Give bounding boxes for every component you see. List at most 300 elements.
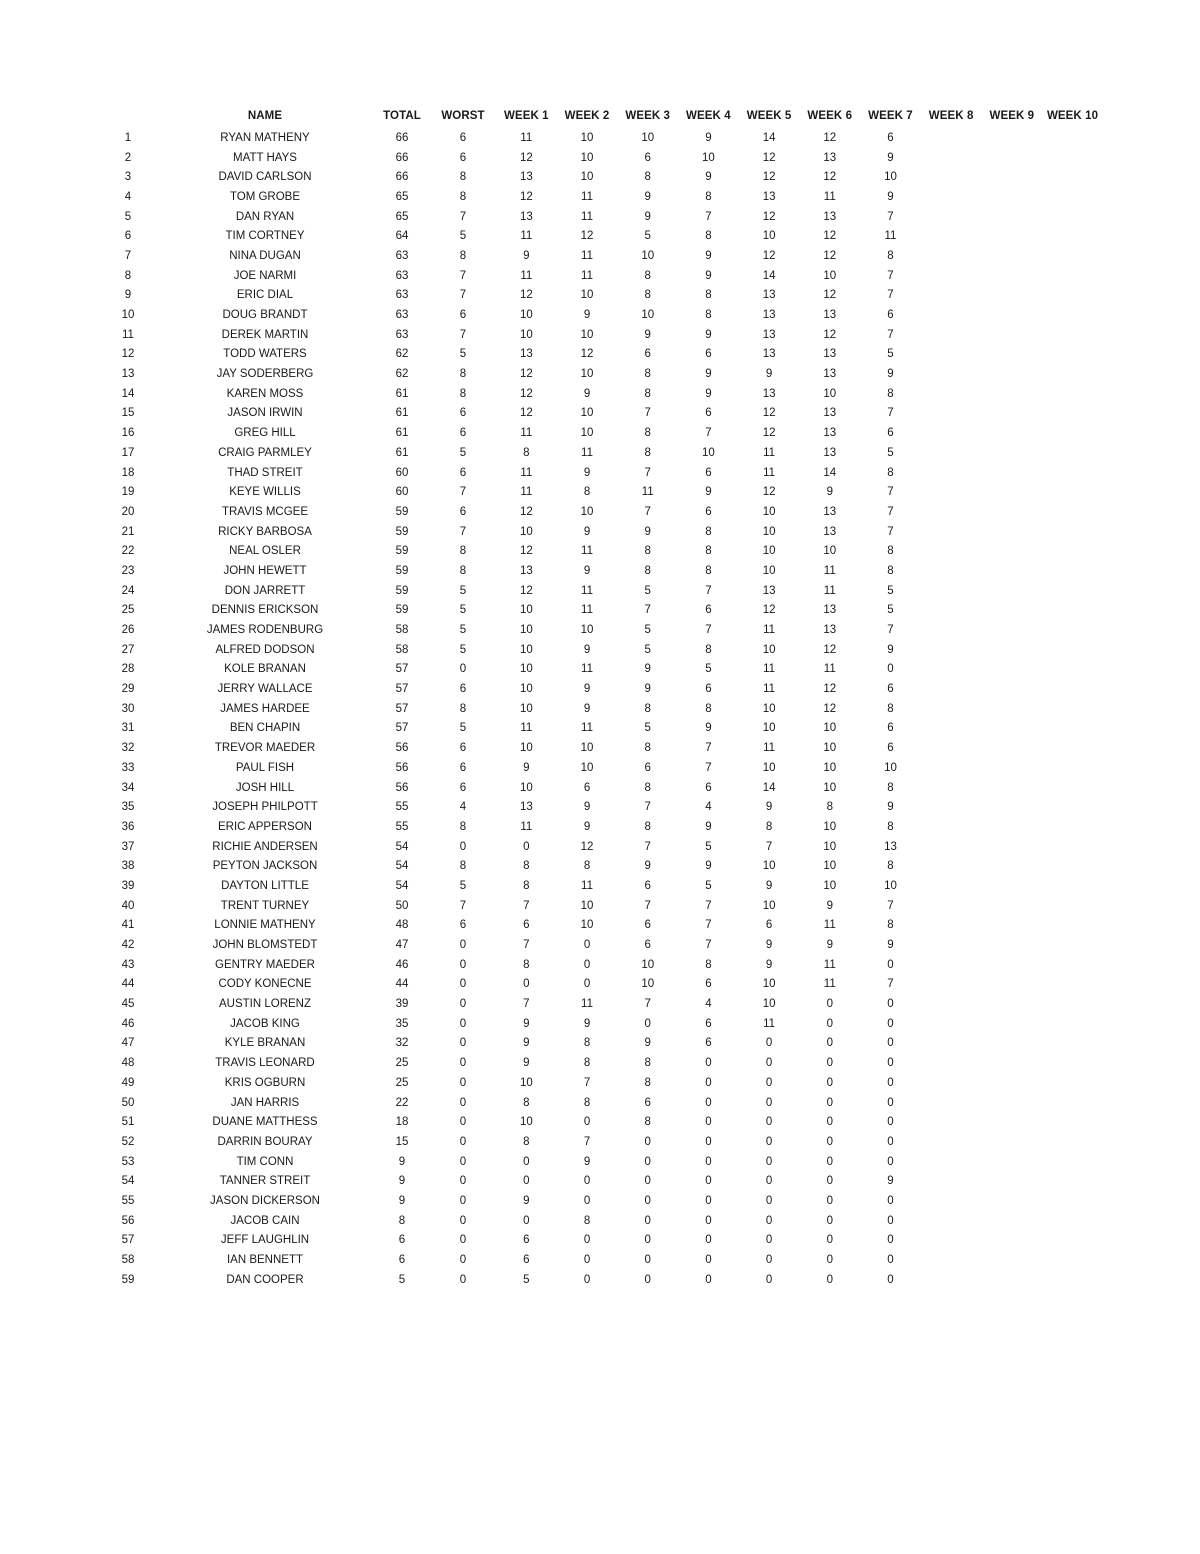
- worst-cell: 0: [459, 998, 467, 1011]
- week-9-cell: [982, 541, 1043, 561]
- week-4-cell: 9: [705, 131, 712, 144]
- name-cell: JOHN HEWETT: [223, 564, 307, 577]
- week-7-cell: 6: [887, 722, 894, 735]
- week-8-cell: [921, 1152, 982, 1172]
- worst-cell: 8: [459, 564, 467, 577]
- week-1-cell: 7: [523, 939, 530, 952]
- week-7-cell: 8: [887, 820, 894, 833]
- week-6-cell: 14: [823, 466, 837, 479]
- week-4-cell: 6: [705, 348, 712, 361]
- week-2-cell: 9: [583, 702, 591, 715]
- rank-cell: 10: [121, 309, 135, 322]
- total-cell: 57: [395, 702, 409, 715]
- week-2-cell: 10: [580, 131, 594, 144]
- table-row: [100, 581, 1103, 601]
- week-7-cell: 0: [887, 1057, 894, 1070]
- week-1-cell: 7: [523, 899, 530, 912]
- week-2-cell: 10: [580, 151, 594, 164]
- week-2-cell: 10: [580, 368, 594, 381]
- week-3-cell: 7: [644, 466, 651, 479]
- week-7-cell: 11: [884, 230, 897, 243]
- week-5-cell: 0: [765, 1135, 773, 1148]
- week-4-cell: 0: [705, 1194, 712, 1207]
- week-1-cell: 11: [520, 427, 533, 440]
- week-9-cell: [982, 187, 1043, 207]
- rank-cell: 1: [124, 131, 132, 144]
- week-7-cell: 0: [887, 1234, 894, 1247]
- table-row: [100, 1093, 1103, 1113]
- week-2-cell: 0: [583, 1234, 591, 1247]
- name-cell: NEAL OSLER: [229, 545, 301, 558]
- worst-cell: 8: [459, 820, 467, 833]
- worst-cell: 8: [459, 860, 467, 873]
- week-10-cell: [1042, 167, 1103, 187]
- week-9-cell: [982, 1231, 1043, 1251]
- total-cell: 56: [395, 761, 409, 774]
- week-10-cell: [1042, 1034, 1103, 1054]
- week-9-cell: [982, 305, 1043, 325]
- week-3-cell: 0: [644, 1017, 651, 1030]
- week-1-cell: 10: [519, 309, 533, 322]
- week-5-cell: 0: [765, 1037, 773, 1050]
- name-cell: BEN CHAPIN: [229, 722, 301, 735]
- week-2-cell: 0: [583, 1194, 591, 1207]
- header-week-2: WEEK 2: [564, 110, 610, 122]
- total-cell: 6: [398, 1234, 406, 1247]
- week-2-cell: 11: [581, 190, 593, 203]
- week-5-cell: 10: [762, 564, 776, 577]
- week-6-cell: 0: [826, 1175, 833, 1188]
- week-6-cell: 0: [826, 1194, 833, 1207]
- week-10-cell: [1042, 364, 1103, 384]
- week-8-cell: [921, 817, 982, 837]
- week-10-cell: [1042, 1231, 1103, 1251]
- name-cell: KYLE BRANAN: [224, 1037, 306, 1050]
- name-cell: IAN BENNETT: [226, 1254, 304, 1267]
- week-5-cell: 10: [762, 761, 776, 774]
- worst-cell: 7: [459, 525, 467, 538]
- week-3-cell: 5: [644, 230, 651, 243]
- week-10-cell: [1042, 305, 1103, 325]
- total-cell: 5: [398, 1273, 406, 1286]
- week-6-cell: 10: [823, 269, 837, 282]
- week-4-cell: 6: [705, 604, 712, 617]
- week-9-cell: [982, 423, 1043, 443]
- table-row: [100, 1132, 1103, 1152]
- week-9-cell: [982, 561, 1043, 581]
- week-6-cell: 13: [823, 151, 837, 164]
- week-7-cell: 0: [887, 1254, 894, 1267]
- week-7-cell: 0: [887, 1194, 894, 1207]
- week-5-cell: 11: [763, 1017, 776, 1030]
- week-2-cell: 11: [581, 446, 593, 459]
- week-9-cell: [982, 404, 1043, 424]
- worst-cell: 7: [459, 486, 467, 499]
- week-5-cell: 12: [762, 604, 776, 617]
- week-4-cell: 9: [705, 368, 712, 381]
- table-row: [100, 305, 1103, 325]
- name-cell: PAUL FISH: [235, 761, 295, 774]
- week-4-cell: 5: [705, 879, 712, 892]
- name-cell: JACOB KING: [230, 1017, 300, 1030]
- week-3-cell: 5: [644, 584, 651, 597]
- week-5-cell: 10: [762, 998, 776, 1011]
- week-7-cell: 0: [887, 1273, 894, 1286]
- rank-cell: 3: [124, 171, 132, 184]
- rank-cell: 19: [121, 486, 135, 499]
- week-4-cell: 9: [705, 722, 712, 735]
- week-7-cell: 10: [884, 761, 897, 774]
- table-row: [100, 207, 1103, 227]
- week-10-cell: [1042, 994, 1103, 1014]
- week-1-cell: 11: [520, 820, 533, 833]
- week-3-cell: 6: [644, 348, 651, 361]
- week-4-cell: 0: [705, 1214, 712, 1227]
- week-3-cell: 9: [644, 1037, 651, 1050]
- table-row: [100, 226, 1103, 246]
- table-row: [100, 167, 1103, 187]
- table-row: [100, 1014, 1103, 1034]
- week-3-cell: 0: [644, 1214, 651, 1227]
- week-5-cell: 10: [762, 230, 776, 243]
- week-7-cell: 9: [887, 801, 894, 814]
- worst-cell: 8: [459, 190, 467, 203]
- rank-cell: 22: [121, 545, 135, 558]
- week-9-cell: [982, 994, 1043, 1014]
- week-7-cell: 6: [887, 131, 894, 144]
- week-7-cell: 7: [887, 328, 894, 341]
- name-cell: RYAN MATHENY: [220, 131, 310, 144]
- week-4-cell: 9: [705, 328, 712, 341]
- week-8-cell: [921, 797, 982, 817]
- name-cell: JAY SODERBERG: [216, 368, 314, 381]
- week-6-cell: 11: [823, 919, 836, 932]
- total-cell: 15: [395, 1135, 409, 1148]
- week-1-cell: 12: [519, 387, 533, 400]
- table-body: [100, 128, 1103, 1290]
- rank-cell: 7: [124, 249, 132, 262]
- worst-cell: 0: [459, 958, 467, 971]
- week-4-cell: 4: [705, 801, 712, 814]
- total-cell: 61: [395, 407, 409, 420]
- week-10-cell: [1042, 423, 1103, 443]
- worst-cell: 7: [459, 899, 467, 912]
- week-10-cell: [1042, 620, 1103, 640]
- week-6-cell: 12: [823, 702, 837, 715]
- week-5-cell: 13: [762, 190, 776, 203]
- total-cell: 44: [395, 978, 409, 991]
- rank-cell: 56: [121, 1214, 135, 1227]
- table-row: [100, 404, 1103, 424]
- week-3-cell: 7: [644, 505, 651, 518]
- week-6-cell: 0: [826, 1155, 833, 1168]
- week-7-cell: 8: [887, 781, 894, 794]
- week-10-cell: [1042, 837, 1103, 857]
- table-row: [100, 128, 1103, 148]
- week-6-cell: 10: [823, 387, 837, 400]
- week-3-cell: 8: [644, 820, 651, 833]
- table-row: [100, 325, 1103, 345]
- total-cell: 18: [395, 1116, 409, 1129]
- name-cell: NINA DUGAN: [229, 249, 301, 262]
- name-cell: LONNIE MATHENY: [214, 919, 316, 932]
- week-9-cell: [982, 738, 1043, 758]
- week-9-cell: [982, 955, 1043, 975]
- worst-cell: 6: [459, 407, 467, 420]
- total-cell: 9: [398, 1194, 406, 1207]
- week-7-cell: 8: [887, 919, 894, 932]
- week-9-cell: [982, 1093, 1043, 1113]
- week-4-cell: 0: [705, 1254, 712, 1267]
- week-8-cell: [921, 620, 982, 640]
- total-cell: 57: [395, 722, 409, 735]
- week-5-cell: 12: [762, 171, 776, 184]
- table-row: [100, 699, 1103, 719]
- total-cell: 9: [398, 1175, 406, 1188]
- week-3-cell: 9: [644, 525, 651, 538]
- worst-cell: 0: [459, 1273, 467, 1286]
- worst-cell: 0: [459, 978, 467, 991]
- week-8-cell: [921, 266, 982, 286]
- week-4-cell: 8: [705, 958, 712, 971]
- week-1-cell: 0: [523, 978, 530, 991]
- week-3-cell: 7: [644, 801, 651, 814]
- worst-cell: 0: [459, 1254, 467, 1267]
- week-2-cell: 0: [583, 1273, 591, 1286]
- week-2-cell: 9: [583, 643, 591, 656]
- week-2-cell: 0: [583, 958, 591, 971]
- week-1-cell: 10: [519, 781, 533, 794]
- week-3-cell: 7: [644, 899, 651, 912]
- total-cell: 64: [395, 230, 409, 243]
- worst-cell: 0: [459, 1175, 467, 1188]
- week-6-cell: 0: [826, 1037, 833, 1050]
- total-cell: 66: [395, 131, 409, 144]
- rank-cell: 45: [121, 998, 135, 1011]
- week-5-cell: 0: [765, 1214, 773, 1227]
- rank-cell: 26: [121, 624, 135, 637]
- week-9-cell: [982, 817, 1043, 837]
- name-cell: TRAVIS MCGEE: [221, 505, 309, 518]
- week-6-cell: 12: [823, 249, 837, 262]
- week-10-cell: [1042, 207, 1103, 227]
- rank-cell: 49: [121, 1076, 135, 1089]
- total-cell: 61: [395, 427, 409, 440]
- worst-cell: 5: [459, 722, 467, 735]
- week-6-cell: 11: [823, 564, 836, 577]
- week-6-cell: 0: [826, 1096, 833, 1109]
- week-7-cell: 9: [887, 1175, 894, 1188]
- week-5-cell: 13: [762, 387, 776, 400]
- week-4-cell: 8: [705, 309, 712, 322]
- rank-cell: 25: [121, 604, 135, 617]
- week-5-cell: 11: [763, 683, 776, 696]
- week-6-cell: 0: [826, 1076, 833, 1089]
- week-3-cell: 8: [644, 387, 651, 400]
- table-row: [100, 896, 1103, 916]
- week-5-cell: 12: [762, 427, 776, 440]
- week-5-cell: 14: [762, 131, 776, 144]
- total-cell: 66: [395, 151, 409, 164]
- table-row: [100, 266, 1103, 286]
- week-7-cell: 0: [887, 1076, 894, 1089]
- week-8-cell: [921, 896, 982, 916]
- week-5-cell: 13: [762, 584, 776, 597]
- week-6-cell: 0: [826, 1057, 833, 1070]
- week-5-cell: 13: [762, 328, 776, 341]
- week-2-cell: 11: [581, 545, 593, 558]
- week-10-cell: [1042, 1132, 1103, 1152]
- week-3-cell: 8: [644, 564, 651, 577]
- worst-cell: 6: [459, 151, 467, 164]
- total-cell: 58: [395, 643, 409, 656]
- week-3-cell: 0: [644, 1234, 651, 1247]
- week-3-cell: 8: [644, 446, 651, 459]
- week-6-cell: 10: [823, 722, 837, 735]
- week-4-cell: 6: [705, 466, 712, 479]
- week-1-cell: 13: [519, 171, 533, 184]
- worst-cell: 6: [459, 761, 467, 774]
- week-7-cell: 7: [887, 486, 894, 499]
- total-cell: 9: [398, 1155, 406, 1168]
- rank-cell: 58: [121, 1254, 135, 1267]
- total-cell: 54: [395, 879, 409, 892]
- table-row: [100, 1211, 1103, 1231]
- header-week-1: WEEK 1: [503, 110, 549, 122]
- name-cell: DEREK MARTIN: [221, 328, 309, 341]
- table-row: [100, 975, 1103, 995]
- week-9-cell: [982, 896, 1043, 916]
- week-4-cell: 9: [705, 486, 712, 499]
- table-row: [100, 1171, 1103, 1191]
- week-2-cell: 10: [580, 407, 594, 420]
- week-6-cell: 13: [823, 309, 837, 322]
- week-8-cell: [921, 305, 982, 325]
- name-cell: GENTRY MAEDER: [215, 958, 315, 971]
- week-8-cell: [921, 1191, 982, 1211]
- week-8-cell: [921, 1211, 982, 1231]
- worst-cell: 0: [459, 939, 467, 952]
- week-4-cell: 8: [705, 525, 712, 538]
- table-row: [100, 1250, 1103, 1270]
- week-8-cell: [921, 660, 982, 680]
- week-2-cell: 12: [580, 348, 594, 361]
- week-6-cell: 0: [826, 1234, 833, 1247]
- week-10-cell: [1042, 640, 1103, 660]
- week-7-cell: 9: [887, 939, 894, 952]
- rank-cell: 35: [121, 801, 135, 814]
- week-10-cell: [1042, 345, 1103, 365]
- total-cell: 35: [395, 1017, 409, 1030]
- header-worst: WORST: [441, 110, 485, 122]
- week-1-cell: 12: [519, 289, 533, 302]
- week-6-cell: 10: [823, 820, 837, 833]
- week-10-cell: [1042, 226, 1103, 246]
- week-9-cell: [982, 876, 1043, 896]
- week-4-cell: 0: [705, 1175, 712, 1188]
- week-10-cell: [1042, 1073, 1103, 1093]
- table-row: [100, 522, 1103, 542]
- week-4-cell: 5: [705, 840, 712, 853]
- week-2-cell: 9: [583, 683, 591, 696]
- week-3-cell: 9: [644, 860, 651, 873]
- week-8-cell: [921, 955, 982, 975]
- week-1-cell: 10: [519, 702, 533, 715]
- week-3-cell: 0: [644, 1135, 651, 1148]
- table-row: [100, 1034, 1103, 1054]
- table-row: [100, 856, 1103, 876]
- week-8-cell: [921, 443, 982, 463]
- rank-cell: 39: [121, 879, 135, 892]
- name-cell: CODY KONECNE: [218, 978, 312, 991]
- name-cell: JAMES RODENBURG: [206, 624, 324, 637]
- week-2-cell: 8: [583, 1037, 591, 1050]
- table-row: [100, 384, 1103, 404]
- total-cell: 59: [395, 525, 409, 538]
- header-week-5: WEEK 5: [746, 110, 792, 122]
- week-4-cell: 8: [705, 289, 712, 302]
- week-3-cell: 6: [644, 761, 651, 774]
- week-9-cell: [982, 797, 1043, 817]
- week-1-cell: 8: [523, 860, 530, 873]
- rank-cell: 53: [121, 1155, 135, 1168]
- week-2-cell: 11: [581, 210, 593, 223]
- week-10-cell: [1042, 1053, 1103, 1073]
- week-1-cell: 12: [519, 190, 533, 203]
- rank-cell: 41: [121, 919, 135, 932]
- week-9-cell: [982, 837, 1043, 857]
- week-7-cell: 8: [887, 249, 894, 262]
- week-8-cell: [921, 581, 982, 601]
- week-4-cell: 0: [705, 1234, 712, 1247]
- week-3-cell: 10: [641, 309, 655, 322]
- worst-cell: 8: [459, 545, 467, 558]
- worst-cell: 0: [459, 1155, 467, 1168]
- table-row: [100, 955, 1103, 975]
- header-total: TOTAL: [383, 110, 421, 122]
- rank-cell: 2: [124, 151, 132, 164]
- week-7-cell: 8: [887, 466, 894, 479]
- week-9-cell: [982, 148, 1043, 168]
- week-2-cell: 9: [583, 801, 591, 814]
- week-5-cell: 0: [765, 1057, 773, 1070]
- week-7-cell: 5: [887, 604, 894, 617]
- name-cell: CRAIG PARMLEY: [218, 446, 312, 459]
- worst-cell: 0: [459, 663, 467, 676]
- week-2-cell: 8: [583, 1096, 591, 1109]
- week-6-cell: 11: [823, 958, 836, 971]
- rank-cell: 23: [121, 564, 135, 577]
- week-4-cell: 9: [705, 387, 712, 400]
- table-row: [100, 935, 1103, 955]
- week-9-cell: [982, 1152, 1043, 1172]
- week-2-cell: 11: [581, 722, 593, 735]
- table-row: [100, 286, 1103, 306]
- week-7-cell: 5: [887, 446, 894, 459]
- week-1-cell: 13: [519, 564, 533, 577]
- week-2-cell: 10: [580, 328, 594, 341]
- week-10-cell: [1042, 1152, 1103, 1172]
- week-7-cell: 8: [887, 702, 894, 715]
- week-10-cell: [1042, 719, 1103, 739]
- week-7-cell: 8: [887, 564, 894, 577]
- week-5-cell: 11: [763, 663, 776, 676]
- week-10-cell: [1042, 522, 1103, 542]
- week-1-cell: 0: [523, 1155, 530, 1168]
- week-7-cell: 7: [887, 978, 894, 991]
- rank-cell: 54: [121, 1175, 135, 1188]
- week-10-cell: [1042, 1250, 1103, 1270]
